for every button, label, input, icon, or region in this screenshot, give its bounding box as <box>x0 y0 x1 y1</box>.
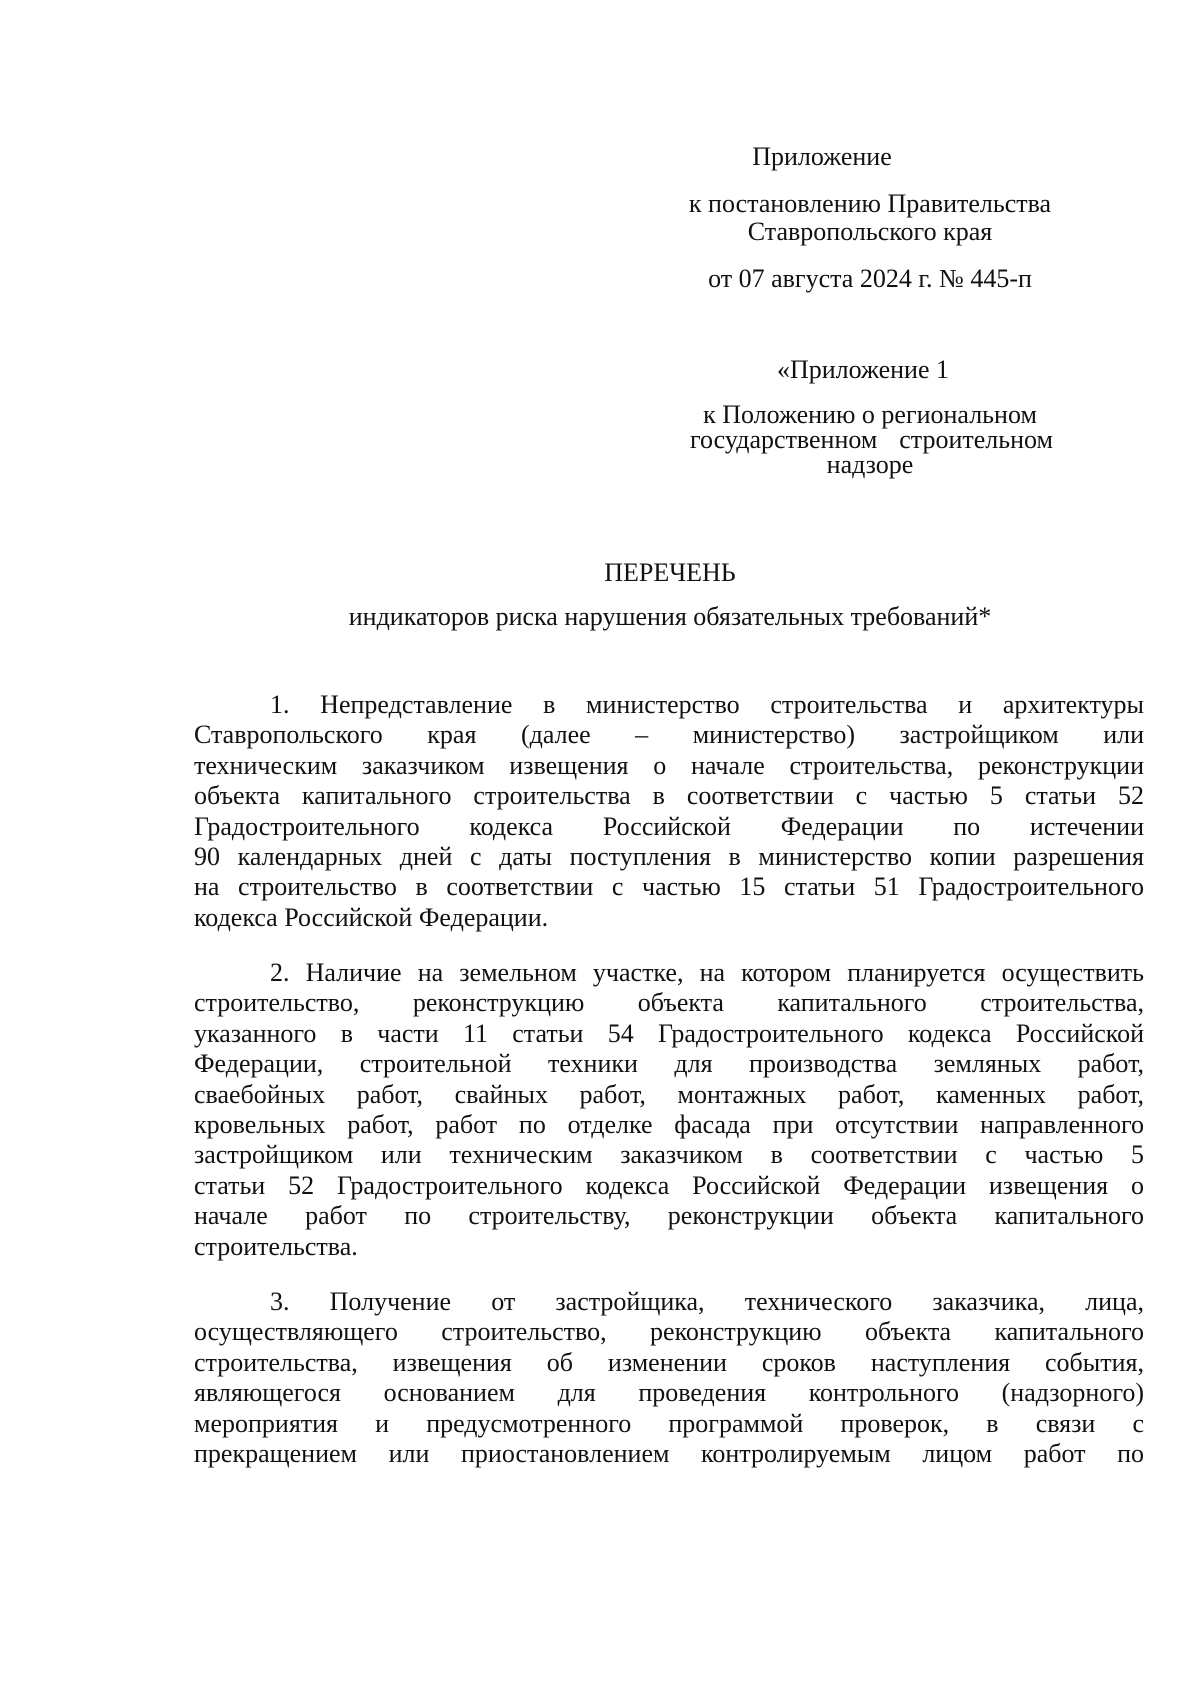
paragraph-line: кровельных работ, работ по отделке фасада при отсутствии направленного <box>194 1110 1144 1140</box>
paragraph-line: Федерации, строительной техники для производства земляных работ, <box>194 1049 1144 1079</box>
paragraph-line: статьи 52 Градостроительного кодекса Российской Федерации извещения о <box>194 1170 1144 1200</box>
paragraph-line: Градостроительного кодекса Российской Федерации по истечении <box>194 811 1144 841</box>
sub-annex-line3: надзоре <box>826 450 914 479</box>
paragraph-line: на строительство в соответствии с частью 15 статьи 51 Градостроительного <box>194 872 1144 902</box>
sub-annex-line1: к Положению о региональном <box>703 400 1037 429</box>
paragraph-line: 3. Получение от застройщика, технического заказчика, лица, <box>270 1287 1144 1316</box>
paragraph-1 <box>194 690 1144 933</box>
paragraph-line: начале работ по строительству, реконструкции объекта капитального <box>194 1201 1144 1231</box>
paragraph-line: строительство, реконструкцию объекта капитального строительства, <box>194 988 1144 1018</box>
paragraph-line: Ставропольского края (далее – министерство) застройщиком или <box>194 720 1144 750</box>
document-title: ПЕРЕЧЕНЬ <box>604 558 736 587</box>
annex-decree-line2: Ставропольского края <box>747 217 993 246</box>
paragraph-line: прекращением или приостановлением контролируемым лицом работ по <box>194 1439 1144 1469</box>
paragraph-line: мероприятия и предусмотренного программой проверок, в связи с <box>194 1408 1144 1438</box>
paragraph-line: кодекса Российской Федерации. <box>194 902 549 932</box>
paragraph-line: объекта капитального строительства в соответствии с частью 5 статьи 52 <box>194 781 1144 811</box>
paragraph-line: указанного в части 11 статьи 54 Градостроительного кодекса Российской <box>194 1018 1144 1048</box>
paragraph-line: 2. Наличие на земельном участке, на котором планируется осуществить <box>270 958 1144 987</box>
sub-annex-line2: государственном строительном <box>690 425 1053 454</box>
paragraph-line: техническим заказчиком извещения о начале строительства, реконструкции <box>194 750 1144 780</box>
paragraph-line: осуществляющего строительство, реконструкцию объекта капитального <box>194 1317 1144 1347</box>
paragraph-line: застройщиком или техническим заказчиком в соответствии с частью 5 <box>194 1140 1144 1170</box>
sub-annex-title: «Приложение 1 <box>776 355 950 384</box>
paragraph-line: 1. Непредставление в министерство строительства и архитектуры <box>270 690 1144 719</box>
paragraph-2 <box>194 958 1144 1262</box>
paragraph-line: строительства. <box>194 1231 358 1261</box>
annex-decree-line1: к постановлению Правительства <box>688 189 1052 218</box>
paragraph-line: строительства, извещения об изменении сроков наступления события, <box>194 1347 1144 1377</box>
paragraph-3 <box>194 1287 1144 1469</box>
paragraph-line: являющегося основанием для проведения контрольного (надзорного) <box>194 1378 1144 1408</box>
annex-title: Приложение <box>752 142 892 171</box>
paragraph-line: 90 календарных дней с даты поступления в министерство копии разрешения <box>194 842 1144 872</box>
paragraph-line: сваебойных работ, свайных работ, монтажных работ, каменных работ, <box>194 1079 1144 1109</box>
annex-date-number: от 07 августа 2024 г. № 445-п <box>708 264 1032 293</box>
document-subtitle: индикаторов риска нарушения обязательных требований* <box>348 602 992 631</box>
